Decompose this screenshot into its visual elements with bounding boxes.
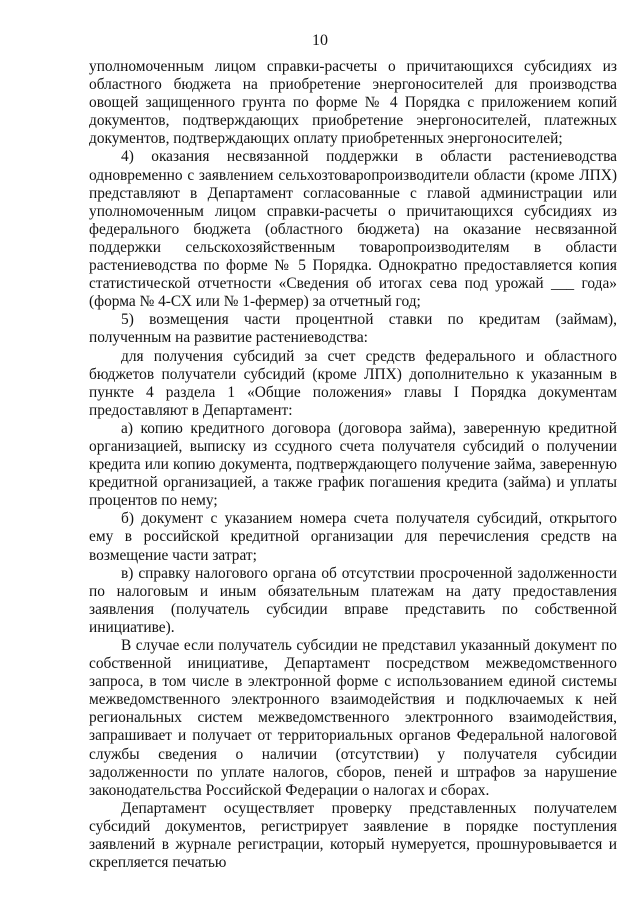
document-body (89, 58, 617, 872)
paragraph-interagency-request: В случае если получатель субсидии не представил указанный документ по собственной инициативе, Департамент посредством межведомственного запроса, в том числе в электронной форме с использованием единой системы межведомственного электронного взаимодействия и подключаемых к ней региональных систем межведомственного электронного взаимодействия, запрашивает и получает от территориальных органов Федеральной налоговой службы сведения о наличии (отсутствии) у получателя субсидии задолженности по уплате налогов, сборов, пеней и штрафов за нарушение законодательства Российской Федерации о налогах и сборах. (89, 637, 617, 799)
paragraph-item-5: 5) возмещения части процентной ставки по кредитам (займам), полученным на развитие растениеводства: (89, 311, 617, 347)
paragraph-subsidy-documents: для получения субсидий за счет средств федерального и областного бюджетов получатели субсидий (кроме ЛПХ) дополнительно к указанным в пункте 4 раздела 1 «Общие положения» главы I Порядка документам предоставляют в Департамент: (89, 347, 617, 419)
paragraph-item-4: 4) оказания несвязанной поддержки в области растениеводства одновременно с заявлением сельхозтоваропроизводители области (кроме ЛПХ) представляют в Департамент согласованные с главой администрации или уполномоченным лицом справки-расчеты о причитающихся субсидиях из федерального бюджета (областного бюджета) на оказание несвязанной поддержки сельскохозяйственным товаропроизводителям в области растениеводства по форме № 5 Порядка. Однократно предоставляется копия статистической отчетности «Сведения об итогах сева под урожай ___ года» (форма № 4-СХ или № 1-фермер) за отчетный год; (89, 148, 617, 311)
page-number: 10 (312, 32, 328, 49)
paragraph-continuation: уполномоченным лицом справки-расчеты о причитающихся субсидиях из областного бюджета на приобретение энергоносителей для производства овощей защищенного грунта по форме № 4 Порядка с приложением копий документов, подтверждающих приобретение энергоносителей, платежных документов, подтверждающих оплату приобретенных энергоносителей; (89, 58, 617, 148)
paragraph-subitem-a: а) копию кредитного договора (договора займа), заверенную кредитной организацией, выписку из ссудного счета получателя субсидий о получении кредита или копию документа, подтверждающего получение займа, заверенную кредитной организацией, а также график погашения кредита (займа) и уплаты процентов по нему; (89, 419, 617, 510)
paragraph-subitem-v: в) справку налогового органа об отсутствии просроченной задолженности по налоговым и иным обязательным платежам на дату предоставления заявления (получатель субсидии вправе представить по собственной инициативе). (89, 564, 617, 636)
paragraph-subitem-b: б) документ с указанием номера счета получателя субсидий, открытого ему в российской кредитной организации для перечисления средств на возмещение части затрат; (89, 510, 617, 564)
paragraph-department-check: Департамент осуществляет проверку представленных получателем субсидий документов, регистрирует заявление в порядке поступления заявлений в журнале регистрации, который нумеруется, прошнуровывается и скрепляется печатью (89, 799, 617, 872)
